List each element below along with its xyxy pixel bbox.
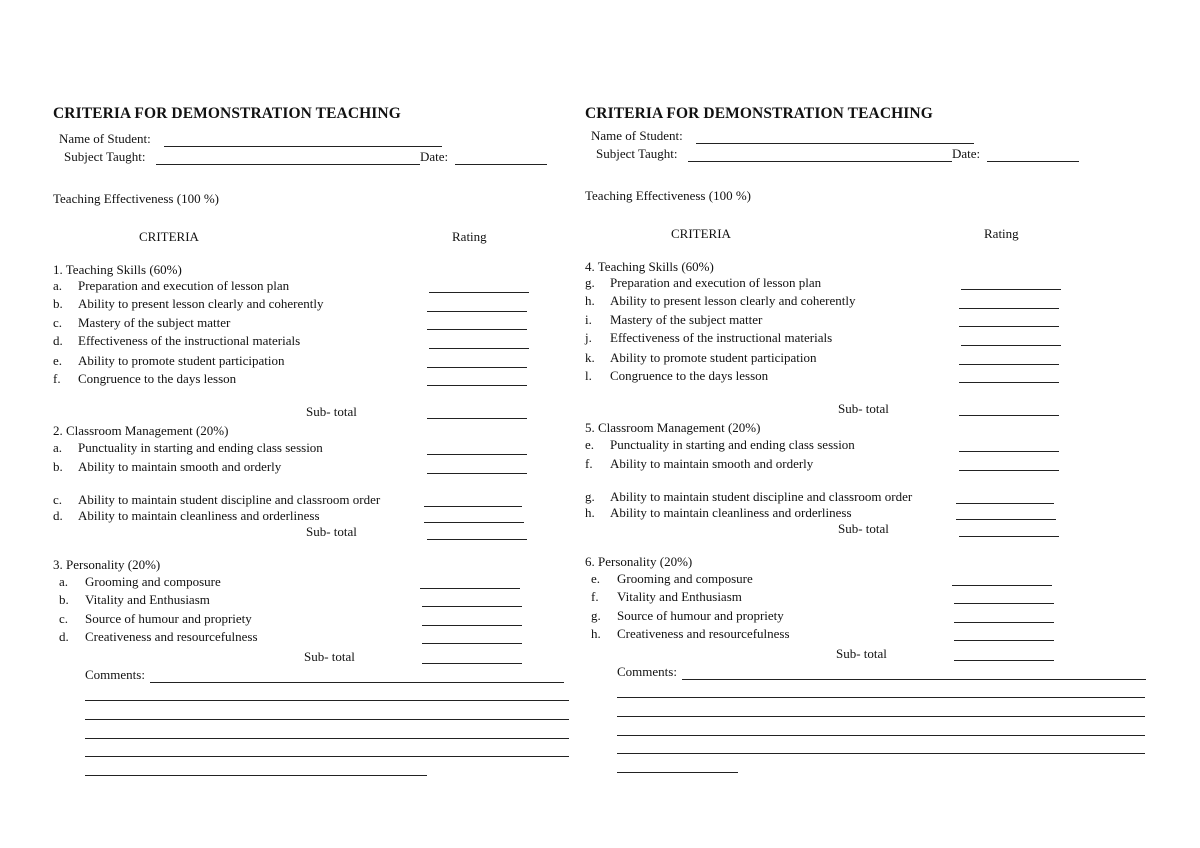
date-label: Date: [420,149,449,164]
item-letter: k. [585,350,595,365]
criteria-item-label: Preparation and execution of lesson plan [78,278,290,293]
comments-line[interactable] [617,716,1145,717]
item-letter: h. [591,626,601,641]
criteria-item-label: Effectiveness of the instructional materials [78,333,301,348]
rating-field[interactable] [422,606,522,607]
comments-field[interactable] [150,682,564,683]
subtotal-field[interactable] [954,660,1054,661]
name-of-student-label: Name of Student: [59,131,151,146]
rating-field[interactable] [954,622,1054,623]
criteria-item-label: Ability to maintain student discipline and classroom order [78,492,381,507]
rating-field[interactable] [959,451,1059,452]
rating-column-header: Rating [984,226,1019,241]
criteria-column-header: CRITERIA [139,229,199,244]
item-letter: a. [53,278,63,293]
item-letter: b. [59,592,69,607]
rating-field[interactable] [429,348,529,349]
section-title: 4. Teaching Skills (60%) [585,259,714,274]
rating-field[interactable] [959,382,1059,383]
criteria-item-label: Congruence to the days lesson [78,371,237,386]
item-letter: f. [585,456,593,471]
criteria-item-label: Grooming and composure [617,571,753,586]
comments-line[interactable] [85,775,427,776]
date-label: Date: [952,146,981,161]
criteria-item-label: Source of humour and propriety [85,611,252,626]
comments-line[interactable] [85,756,569,757]
subtotal-field[interactable] [422,663,522,664]
rating-field[interactable] [961,289,1061,290]
item-letter: c. [53,492,63,507]
rating-field[interactable] [959,326,1059,327]
rating-field[interactable] [420,588,520,589]
criteria-item-label: Creativeness and resourcefulness [85,629,258,644]
name-of-student-field[interactable] [696,143,974,144]
rating-field[interactable] [429,292,529,293]
item-letter: e. [585,437,595,452]
rating-field[interactable] [422,643,522,644]
item-letter: l. [585,368,592,383]
rating-field[interactable] [422,625,522,626]
subtotal-label: Sub- total [304,649,355,664]
rating-field[interactable] [424,522,524,523]
item-letter: e. [591,571,601,586]
evaluation-form-left [0,0,560,848]
section-title: 3. Personality (20%) [53,557,161,572]
criteria-item-label: Punctuality in starting and ending class session [610,437,855,452]
rating-field[interactable] [427,473,527,474]
rating-field[interactable] [959,364,1059,365]
subject-taught-field[interactable] [156,164,420,165]
comments-line[interactable] [85,738,569,739]
name-of-student-field[interactable] [164,146,442,147]
subtotal-label: Sub- total [306,524,357,539]
comments-line[interactable] [85,719,569,720]
section-title: 1. Teaching Skills (60%) [53,262,182,277]
item-letter: f. [591,589,599,604]
criteria-item-label: Congruence to the days lesson [610,368,769,383]
criteria-item-label: Mastery of the subject matter [78,315,231,330]
criteria-item-label: Effectiveness of the instructional materials [610,330,833,345]
item-letter: g. [585,275,595,290]
comments-line[interactable] [617,772,738,773]
section-title: 2. Classroom Management (20%) [53,423,229,438]
rating-column-header: Rating [452,229,487,244]
item-letter: c. [53,315,63,330]
criteria-item-label: Ability to maintain student discipline and classroom order [610,489,913,504]
criteria-item-label: Vitality and Enthusiasm [617,589,742,604]
criteria-item-label: Creativeness and resourcefulness [617,626,790,641]
criteria-column-header: CRITERIA [671,226,731,241]
criteria-item-label: Ability to promote student participation [610,350,817,365]
criteria-item-label: Ability to maintain cleanliness and orderliness [78,508,320,523]
name-of-student-label: Name of Student: [591,128,683,143]
criteria-item-label: Ability to maintain smooth and orderly [610,456,814,471]
criteria-item-label: Ability to promote student participation [78,353,285,368]
item-letter: c. [59,611,69,626]
rating-field[interactable] [954,640,1054,641]
item-letter: d. [53,508,63,523]
subtotal-label: Sub- total [838,401,889,416]
item-letter: f. [53,371,61,386]
criteria-item-label: Preparation and execution of lesson plan [610,275,822,290]
section-title: 6. Personality (20%) [585,554,693,569]
rating-field[interactable] [427,311,527,312]
teaching-effectiveness-label: Teaching Effectiveness (100 %) [53,191,219,206]
item-letter: h. [585,505,595,520]
section-title: 5. Classroom Management (20%) [585,420,761,435]
rating-field[interactable] [427,454,527,455]
item-letter: a. [53,440,63,455]
rating-field[interactable] [956,519,1056,520]
criteria-item-label: Source of humour and propriety [617,608,784,623]
teaching-effectiveness-label: Teaching Effectiveness (100 %) [585,188,751,203]
date-field[interactable] [987,161,1079,162]
form-title: CRITERIA FOR DEMONSTRATION TEACHING [53,105,401,122]
subtotal-field[interactable] [427,418,527,419]
comments-label: Comments: [617,664,677,679]
rating-field[interactable] [954,603,1054,604]
criteria-item-label: Grooming and composure [85,574,221,589]
subtotal-field[interactable] [959,536,1059,537]
comments-label: Comments: [85,667,145,682]
rating-field[interactable] [961,345,1061,346]
subject-taught-label: Subject Taught: [596,146,678,161]
comments-line[interactable] [617,735,1145,736]
item-letter: d. [59,629,69,644]
subtotal-label: Sub- total [836,646,887,661]
rating-field[interactable] [427,367,527,368]
rating-field[interactable] [427,329,527,330]
comments-line[interactable] [617,753,1145,754]
comments-field[interactable] [682,679,1146,680]
criteria-item-label: Ability to present lesson clearly and coherently [78,296,324,311]
rating-field[interactable] [956,503,1054,504]
subtotal-field[interactable] [427,539,527,540]
item-letter: d. [53,333,63,348]
item-letter: h. [585,293,595,308]
item-letter: e. [53,353,63,368]
criteria-item-label: Ability to maintain smooth and orderly [78,459,282,474]
item-letter: a. [59,574,69,589]
criteria-item-label: Mastery of the subject matter [610,312,763,327]
item-letter: g. [591,608,601,623]
rating-field[interactable] [427,385,527,386]
criteria-item-label: Punctuality in starting and ending class session [78,440,323,455]
criteria-item-label: Ability to maintain cleanliness and orderliness [610,505,852,520]
rating-field[interactable] [959,308,1059,309]
subtotal-field[interactable] [959,415,1059,416]
criteria-item-label: Ability to present lesson clearly and coherently [610,293,856,308]
comments-line[interactable] [617,697,1145,698]
evaluation-form-right [532,0,1092,848]
subtotal-label: Sub- total [306,404,357,419]
item-letter: b. [53,459,63,474]
subtotal-label: Sub- total [838,521,889,536]
item-letter: j. [585,330,592,345]
subject-taught-label: Subject Taught: [64,149,146,164]
rating-field[interactable] [952,585,1052,586]
form-title: CRITERIA FOR DEMONSTRATION TEACHING [585,105,933,122]
rating-field[interactable] [959,470,1059,471]
comments-line[interactable] [85,700,569,701]
item-letter: i. [585,312,592,327]
criteria-item-label: Vitality and Enthusiasm [85,592,210,607]
rating-field[interactable] [424,506,522,507]
subject-taught-field[interactable] [688,161,952,162]
item-letter: g. [585,489,595,504]
item-letter: b. [53,296,63,311]
